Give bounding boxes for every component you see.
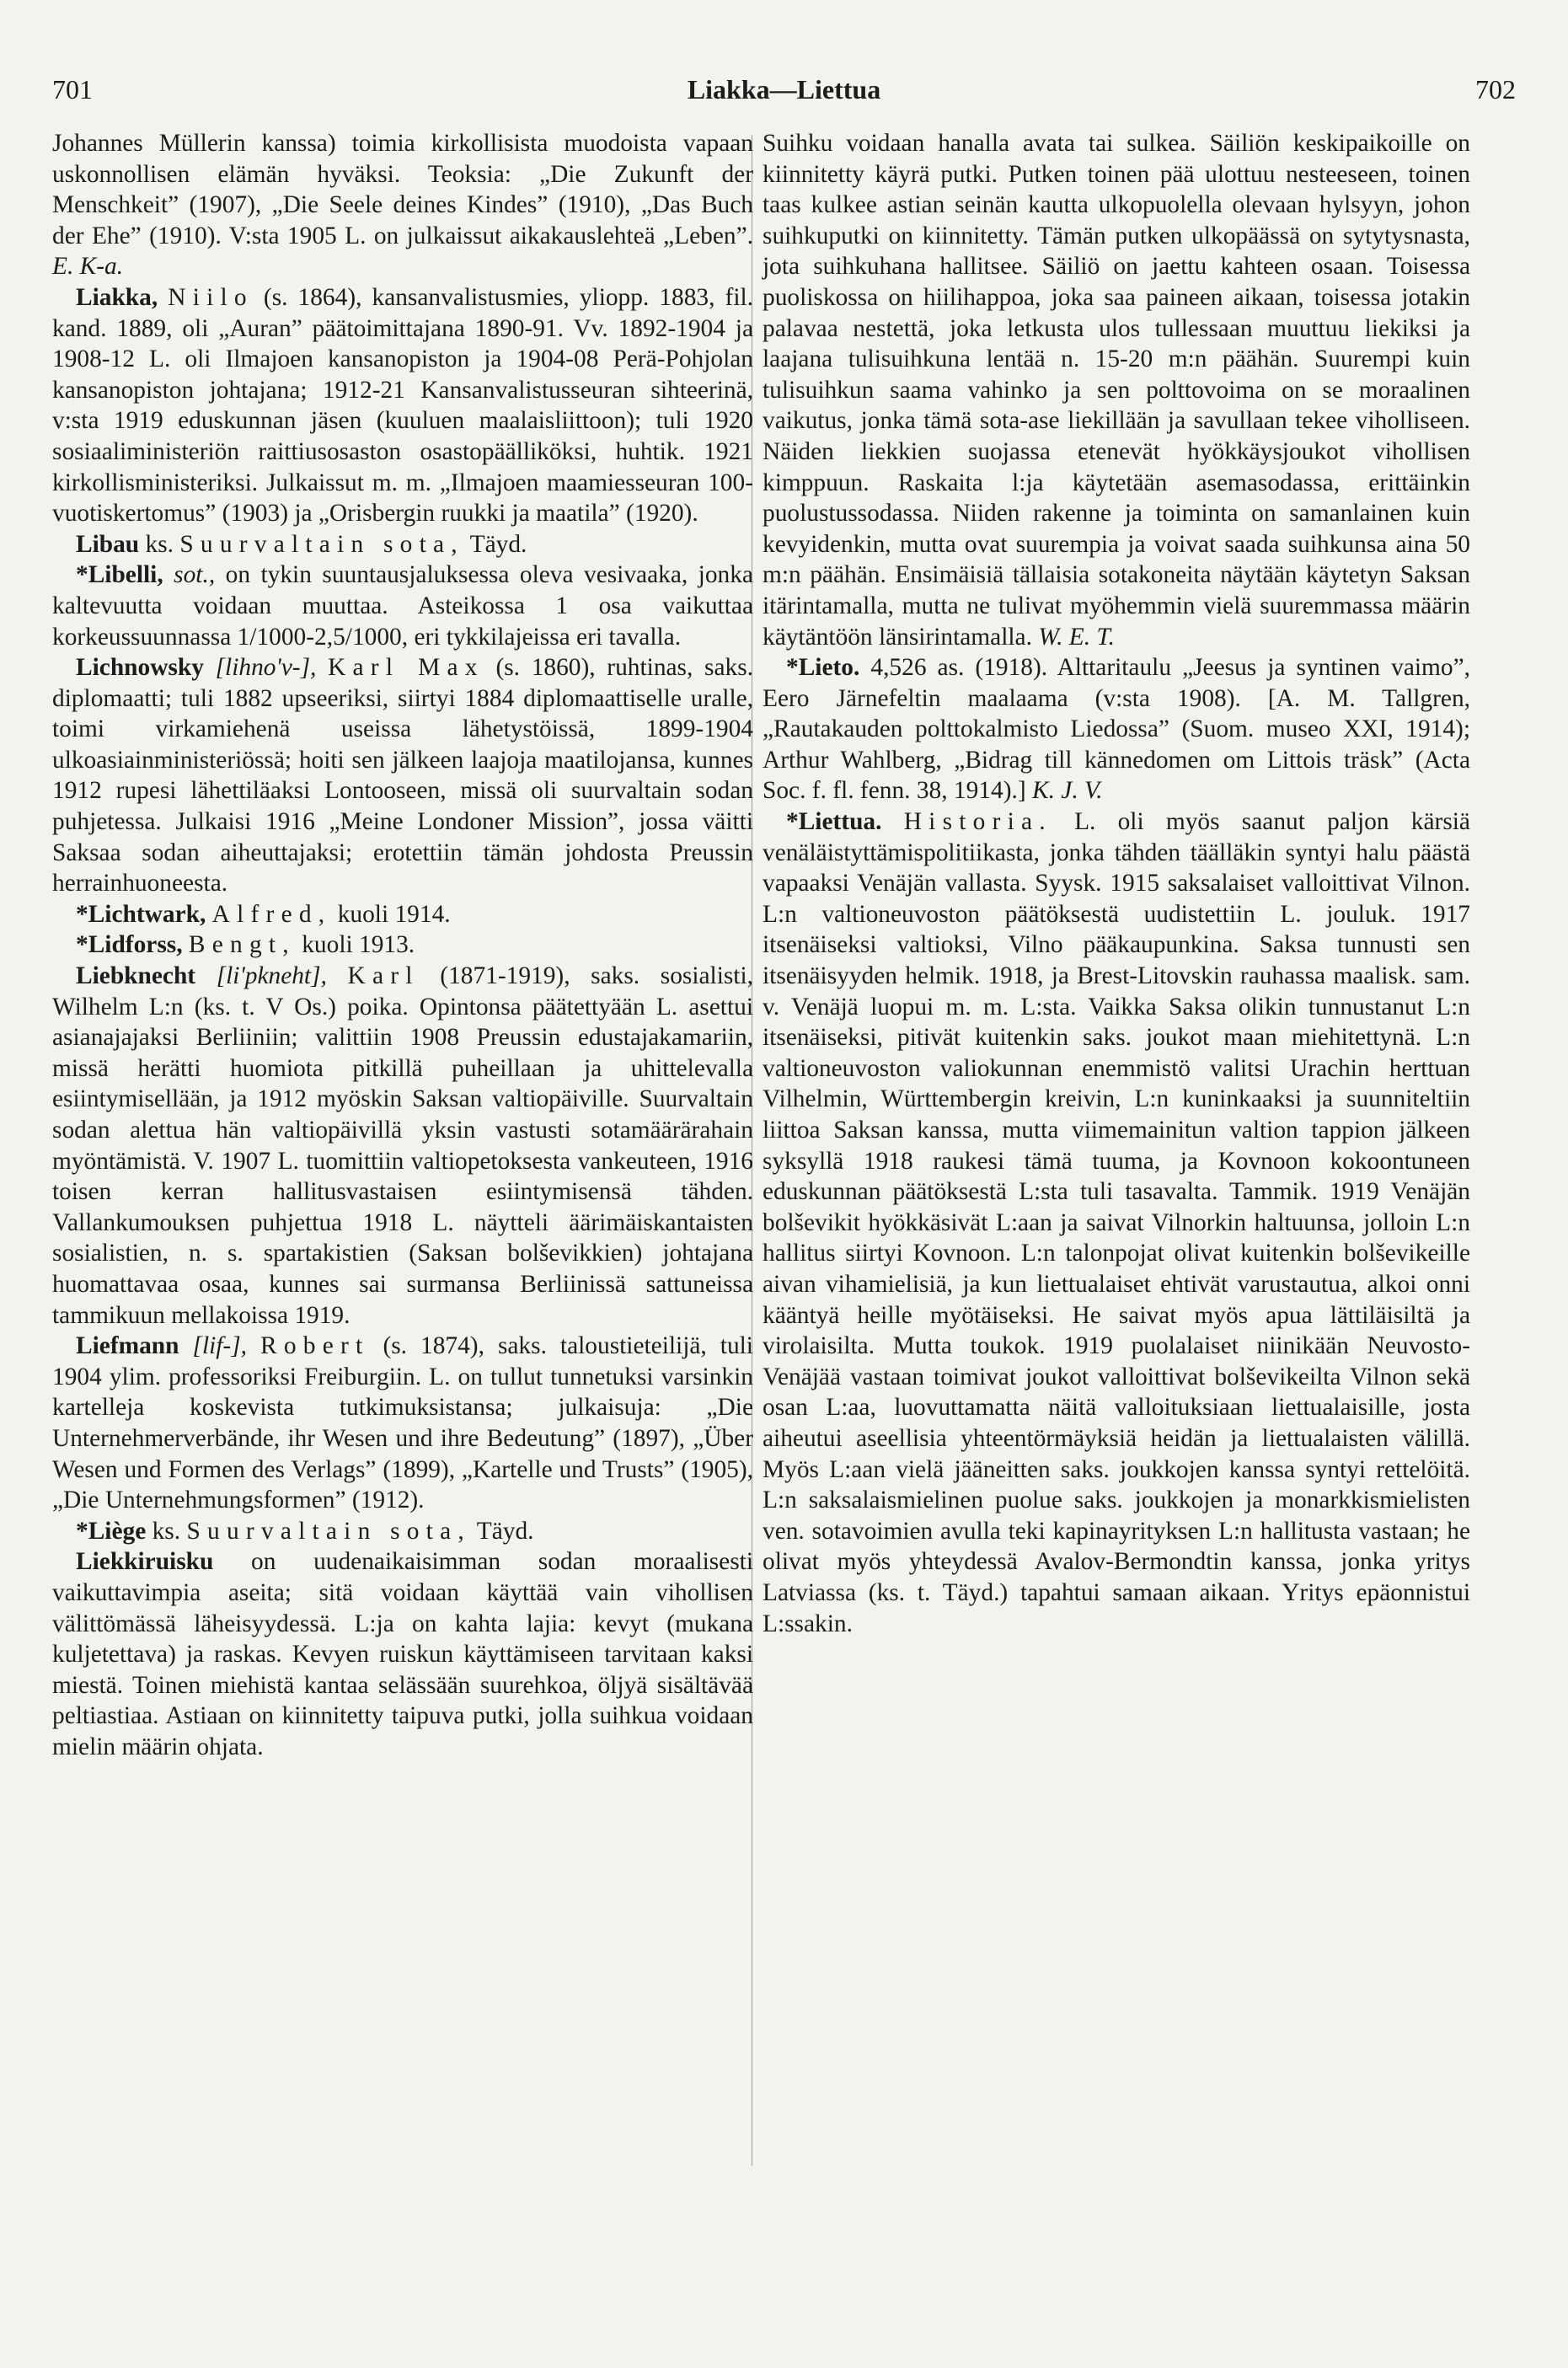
headword: *Liettua.: [786, 808, 882, 836]
entry-liege: *Liège ks. Suurvaltain sota, Täyd.: [76, 1517, 534, 1545]
headword: Lichnowsky: [76, 654, 204, 682]
author-signature: E. K-a.: [52, 253, 124, 281]
headword: *Lieto.: [786, 654, 860, 682]
headword: Liakka,: [76, 283, 158, 311]
headword: Liebknecht: [76, 962, 196, 990]
entry-continuation: Johannes Müllerin kanssa) toimia kirkollisista muodoista vapaan uskonnollisen elämän hyväksi. Teoksia: „Die Zukunft der Menschkeit” (1907), „Die Seele deines Kindes” (1910), „Das Buch der Ehe” (1910). V:sta 1905 L. on julkaissut aikakauslehteä „Leben”. E. K-a.: [52, 130, 753, 281]
headword: Liekkiruisku: [76, 1548, 214, 1576]
headword: *Lichtwark,: [76, 900, 206, 928]
right-column: [763, 128, 1470, 1639]
headword: Libau: [76, 530, 140, 558]
entry-liebknecht: Liebknecht [li'pkneht], Karl (1871-1919), saks. sosialisti, Wilhelm L:n (ks. t. V Os.) poika. Opintonsa päätettyään L. asettui asianajajaksi Berliiniin; valittiin 1908 Preussin edustajakamariin, missä herätti huomiota pitkillä puheillaan ja uhittelevalla esiintymisellään, ja 1912 myöskin Saksan valtiopäiville. Suurvaltain sodan alettua hän valtiopäivillä yksin vastusti sotamäärärahain myöntämistä. V. 1907 L. tuomittiin valtiopetoksesta vankeuteen, 1916 toisen kerran hallitusvastaisen esiintymisensä tähden. Vallankumouksen puhjettua 1918 L. näytteli äärimäiskantaisten sosialistien, n. s. spartakistien (Saksan bolševikkien) johtajana huomattavaa osaa, kunnes sai surmansa Berliinissä sattuneissa tammikuun mellakoissa 1919.: [52, 962, 753, 1329]
left-page-number: 701: [52, 74, 93, 104]
running-title: Liakka—Liettua: [687, 74, 881, 104]
entry-liettua: *Liettua. Historia. L. oli myös saanut paljon kärsiä venäläistyttämispolitiikasta, jonka tähden täälläkin syntyi halu päästä vapaaksi Venäjän vallasta. Syysk. 1915 saksalaiset valloittivat Vilnon. L:n valtioneuvoston päätöksestä uudistettiin L. jouluk. 1917 itsenäiseksi valtioksi, Vilno pääkaupunkina. Saksa tunnusti sen itsenäisyyden helmik. 1918, ja Brest-Litovskin rauhassa maalisk. sam. v. Venäjä luopui m. m. L:sta. Vaikka Saksa olikin tunnustanut L:n itsenäiseksi, pitivät kuitenkin saks. joukot maan miehitettynä. L:n valtioneuvoston valiokunnan enemmistö valitsi Urachin herttuan Vilhelmin, Württembergin kreivin, L:n kuninkaaksi ja suunniteltiin liittoa Saksan kanssa, mutta viimemainitun valtion tappion jälkeen syksyllä 1918 raukesi tämä tuuma, ja Kovnoon kokoontuneen eduskunnan päätöksestä L:sta tuli tasavalta. Tammik. 1919 Venäjän bolševikit hyökkäsivät L:aan ja saivat Vilnorkin haltuunsa, jolloin L:n hallitus siirtyi Kovnoon. L:n talonpojat olivat kuitenkin bolševikeille aivan vihamielisiä, ja kun liettualaiset ehtivät varustautua, alkoi onni kääntyä heille myötäiseksi. He saivat myös apua lättiläisiltä ja virolaisilta. Mutta toukok. 1919 puolalaiset niinikään Neuvosto-Venäjää vastaan toimivat joukot valloittivat bolševikeilta Vilnon sekä osan L:aa, luovuttamatta näitä valloituksiaan liettualaisille, josta aiheutui aseellisia yhteentörmäyksiä heidän ja liettualaisten välillä. Myös L:aan vielä jääneitten saks. joukkojen kanssa syntyi rettelöitä. L:n saksalaismielinen puolue saks. joukkojen ja monarkkismielisten ven. sotavoimien avulla teki kapinayrityksen L:n hallitusta vastaan; he olivat myös yhteydessä Avalov-Bermondtin kanssa, jonka yritys Latviassa (ks. t. Täyd.) tapahtui samaan aikaan. Yritys epäonnistui L:ssakin.: [763, 808, 1470, 1637]
headword: *Libelli,: [76, 561, 163, 589]
author-signature: K. J. V.: [1031, 777, 1103, 805]
author-signature: W. E. T.: [1038, 623, 1115, 651]
headword: *Lidforss,: [76, 931, 183, 959]
entry-lichnowsky: Lichnowsky [lihno'v-], Karl Max (s. 1860), ruhtinas, saks. diplomaatti; tuli 1882 upseeriksi, siirtyi 1884 diplomaattiselle uralle, toimi virkamiehenä useissa lähetystöissä, 1899-1904 ulkoasiainministeriössä; hoiti sen jälkeen laajoja maatilojansa, kunnes 1912 rupesi lähettiläaksi Lontooseen, missä oli suurvaltain sodan puhjetessa. Julkaisi 1916 „Meine Londoner Mission”, jossa väitti Saksaa sodan aiheuttajaksi; erotettiin tämän johdosta Preussin herrainhuoneesta.: [52, 654, 753, 897]
entry-liekkiruisku: Liekkiruisku on uudenaikaisimman sodan moraalisesti vaikuttavimpia aseita; sitä voidaan käyttää vain vihollisen välittömässä läheisyydessä. L:ja on kahta lajia: kevyt (mukana kuljetettava) ja raskas. Kevyen ruiskun käyttämiseen tarvitaan kaksi miestä. Toinen miehistä kantaa selässään suurehkoa, öljyä sisältävää peltiastiaa. Astiaan on kiinnitetty taipuva putki, jolla suihkua voidaan mielin määrin ohjata.: [52, 1548, 753, 1760]
entry-libau: Libau ks. Suurvaltain sota, Täyd.: [76, 530, 527, 558]
entry-lichtwark: *Lichtwark, Alfred, kuoli 1914.: [76, 900, 451, 928]
headword: *Liège: [76, 1517, 147, 1545]
entry-liekkiruisku-continued: Suihku voidaan hanalla avata tai sulkea. Säiliön keskipaikoille on kiinnitetty käyrä putki. Putken toinen pää ulottuu nesteeseen, toinen taas kulkee astian seinän kautta ulkopuolella olevaan hylsyyn, johon suihkuputki on kiinnitetty. Tämän putken ulkopäässä on sytytysnasta, jota suihkuhana hallitsee. Säiliö on jaettu kahteen osaan. Toisessa puoliskossa on hiilihappoa, joka saa paineen aikaan, toisessa jotakin palavaa nestettä, joka letkusta ulos tullessaan muuttuu liekiksi ja laajana tulisuihkuna lentää n. 15-20 m:n päähän. Suurempi kuin tulisuihkun saama vahinko ja sen polttovoima on se moraalinen vaikutus, jonka tämä sota-ase liekillään ja savullaan tekee viholliseen. Näiden liekkien suojassa etenevät hyökkäysjoukot vihollisen kimppuun. Raskaita l:ja käytetään asemasodassa, erittäinkin puolustussodassa. Niiden rakenne ja toiminta on samanlainen kuin kevyidenkin, mutta ovat suurempia ja voivat saada suihkunsa aina 50 m:n päähän. Ensimäisiä tällaisia sotakoneita näytään käytetyn Saksan itärintamalla, mutta ne tulivat myöhemmin vielä suuremmassa määrin käytäntöön länsirintamalla. W. E. T.: [763, 130, 1470, 651]
entry-lidforss: *Lidforss, Bengt, kuoli 1913.: [76, 931, 415, 959]
entry-liakka: Liakka, Niilo (s. 1864), kansanvalistusmies, yliopp. 1883, fil. kand. 1889, oli „Auran” päätoimittajana 1890-91. Vv. 1892-1904 ja 1908-12 L. oli Ilmajoen kansanopiston ja 1904-08 Perä-Pohjolan kansanopiston johtajana; 1912-21 Kansanvalistusseuran sihteerinä, v:sta 1919 eduskunnan jäsen (kuuluen maalaisliittoon); tuli 1920 sosiaaliministeriön raittiusosaston osastopäälliköksi, huhtik. 1921 kirkollisministeriksi. Julkaissut m. m. „Ilmajoen maamiesseuran 100-vuotiskertomus” (1903) ja „Orisbergin ruukki ja maatila” (1920).: [52, 283, 753, 528]
right-page-number: 702: [1475, 74, 1516, 104]
page-header: [52, 74, 1516, 116]
entry-lieto: *Lieto. 4,526 as. (1918). Alttaritaulu „Jeesus ja syntinen vaimo”, Eero Järnefeltin maalaama (v:sta 1908). [A. M. Tallgren, „Rautakauden polttokalmisto Liedossa” (Suom. museo XXI, 1914); Arthur Wahlberg, „Bidrag till kännedomen om Littois träsk” (Acta Soc. f. fl. fenn. 38, 1914).] K. J. V.: [763, 654, 1470, 805]
entry-liefmann: Liefmann [lif-], Robert (s. 1874), saks. taloustieteilijä, tuli 1904 ylim. professoriksi Freiburgiin. L. on tullut tunnetuksi varsinkin kartelleja koskevista tutkimuksistansa; julkaisuja: „Die Unternehmerverbände, ihr Wesen und ihre Bedeutung” (1897), „Über Wesen und Formen des Verlags” (1899), „Kartelle und Trusts” (1905), „Die Unternehmungsformen” (1912).: [52, 1332, 753, 1514]
entry-libelli: *Libelli, sot., on tykin suuntausjaluksessa oleva vesivaaka, jonka kaltevuutta voidaan muuttaa. Asteikossa 1 osa vaikuttaa korkeussuunnassa 1/1000-2,5/1000, eri tykkilajeissa eri tavalla.: [52, 561, 753, 651]
headword: Liefmann: [76, 1332, 179, 1360]
left-column: [52, 128, 753, 1762]
